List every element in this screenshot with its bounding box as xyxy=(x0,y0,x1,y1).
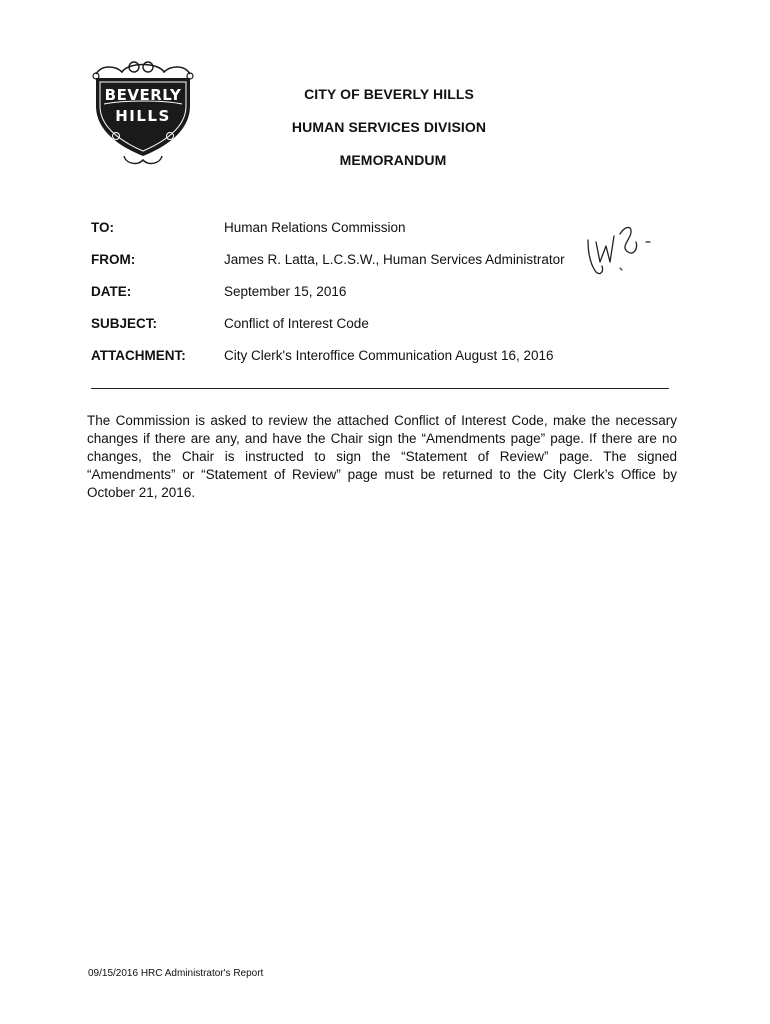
handwritten-signature xyxy=(582,212,662,282)
shield-icon xyxy=(88,56,198,166)
subject-label: SUBJECT: xyxy=(91,316,158,331)
from-value: James R. Latta, L.C.S.W., Human Services Administrator xyxy=(224,252,565,267)
attachment-value: City Clerk's Interoffice Communication August 16, 2016 xyxy=(224,348,554,363)
date-value: September 15, 2016 xyxy=(224,284,347,299)
to-label: TO: xyxy=(91,220,114,235)
beverly-hills-shield-logo xyxy=(88,56,198,166)
subject-value: Conflict of Interest Code xyxy=(224,316,369,331)
logo-line1: BEVERLY xyxy=(104,86,182,104)
divider-rule xyxy=(91,388,669,389)
header-memorandum: MEMORANDUM xyxy=(339,152,447,168)
date-label: DATE: xyxy=(91,284,132,299)
header-division: HUMAN SERVICES DIVISION xyxy=(291,119,487,135)
attachment-label: ATTACHMENT: xyxy=(91,348,186,363)
header-city: CITY OF BEVERLY HILLS xyxy=(304,86,474,102)
from-label: FROM: xyxy=(91,252,136,267)
logo-line2: HILLS xyxy=(115,107,171,125)
body-paragraph: The Commission is asked to review the attached Conflict of Interest Code, make the necessary changes if there are any, and have the Chair sign the “Amendments page” page. If there are no changes, the Chair is instructed to sign the “Statement of Review” page. The signed “Amendments” or “Statement of Review” page must be returned to the City Clerk’s Office by October 21, 2016. xyxy=(87,413,677,500)
to-value: Human Relations Commission xyxy=(224,220,406,235)
footer-text: 09/15/2016 HRC Administrator's Report xyxy=(88,968,264,979)
